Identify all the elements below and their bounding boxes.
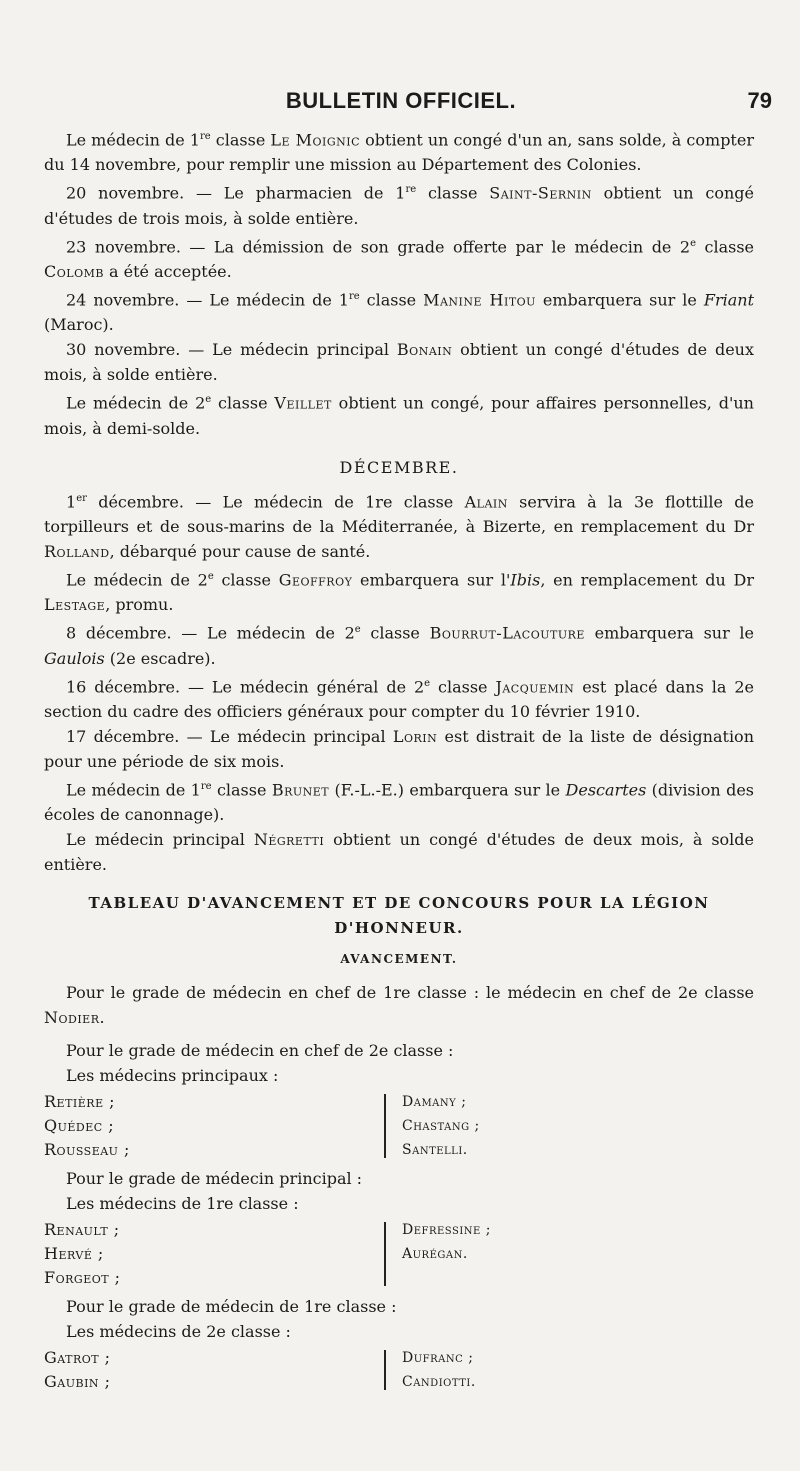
entry-text: embarquera sur l' — [352, 570, 511, 590]
advancement-paragraph-3: Pour le grade de médecin principal : — [66, 1169, 363, 1189]
person-name: Lestage — [44, 595, 106, 615]
entry-text: obtient un congé d'un an, sans solde, à compter du 14 novembre, pour remplir une mission au Département des Colonies. — [44, 130, 754, 175]
entry-text: Le médecin de 1 — [66, 780, 201, 800]
entry-text: , débarqué pour cause de santé. — [109, 541, 371, 561]
section-heading-december: DÉCEMBRE. — [339, 457, 459, 477]
entry-text: Le médecin de 2 — [66, 570, 208, 590]
entry-text: 24 novembre. — Le médecin de 1 — [66, 290, 349, 310]
entry-text: Le médecin principal — [66, 830, 254, 850]
page-header — [30, 84, 772, 120]
entry-paragraph — [44, 671, 754, 724]
listed-name: Santelli. — [402, 1142, 468, 1159]
entry-text: obtient un congé d'études de deux mois, à solde entière. — [44, 340, 754, 385]
entry-text: , promu. — [105, 595, 174, 615]
entry-text: 17 décembre. — Le médecin principal — [66, 726, 393, 746]
listed-name: Hervé ; — [44, 1244, 104, 1264]
listed-name: Gatrot ; — [44, 1348, 111, 1368]
names-list-3 — [44, 1218, 754, 1290]
entry-paragraph — [44, 177, 754, 230]
entry-text: classe — [430, 676, 496, 696]
superscript: e — [207, 570, 214, 582]
entry-text: classe — [696, 236, 754, 256]
entry-paragraph — [44, 564, 754, 617]
person-name: Manine Hitou — [423, 290, 536, 310]
entry-text: (2e escadre). — [104, 648, 216, 668]
entry-text: obtient un congé d'études de deux mois, à solde entière. — [44, 830, 755, 875]
person-name: Bonain — [396, 340, 453, 360]
listed-name: Retière ; — [44, 1092, 116, 1112]
advancement-paragraph-1: Pour le grade de médecin en chef de 1re classe : le médecin en chef de 2e classe Nodier. — [44, 983, 754, 1028]
entry-paragraph — [44, 284, 754, 337]
ship-name: Friant — [703, 290, 754, 310]
entry-paragraph — [44, 827, 754, 877]
entry-text: classe — [360, 623, 430, 643]
entry-text: 8 décembre. — Le médecin de 2 — [66, 623, 355, 643]
entry-text: 23 novembre. — La démission de son grade offerte par le médecin de 2 — [66, 236, 691, 256]
section-heading-tableau: TABLEAU D'AVANCEMENT ET DE CONCOURS POUR LA LÉGION D'HONNEUR. — [88, 894, 710, 938]
person-name: Bourrut-Lacouture — [429, 623, 585, 643]
entry-text: classe — [416, 183, 490, 203]
superscript: e — [205, 394, 212, 406]
person-name: Geoffroy — [278, 570, 353, 590]
superscript: er — [76, 492, 87, 504]
entry-text: classe — [359, 290, 424, 310]
entry-text: embarquera sur le — [584, 623, 755, 643]
entry-text: obtient un congé d'études de trois mois, à solde entière. — [44, 183, 755, 228]
person-name: Lorin — [392, 726, 438, 746]
listed-name: Forgeot ; — [44, 1268, 121, 1288]
running-title: BULLETIN OFFICIEL. — [285, 88, 517, 113]
entry-paragraph — [44, 724, 754, 774]
superscript: re — [200, 780, 212, 792]
ship-name: Gaulois — [44, 648, 105, 668]
person-name: Veillet — [274, 393, 332, 413]
listed-name: Renault ; — [44, 1220, 120, 1240]
advancement-sub-4: Les médecins de 2e classe : — [66, 1322, 291, 1342]
superscript: e — [424, 677, 431, 689]
entry-text: (Maroc). — [44, 315, 114, 335]
entry-paragraph — [44, 231, 754, 284]
listed-name: Gaubin ; — [44, 1372, 111, 1392]
ship-name: Descartes — [565, 780, 647, 800]
entry-paragraph — [44, 774, 754, 827]
listed-name: Chastang ; — [402, 1118, 480, 1135]
person-name: Saint-Sernin — [489, 183, 592, 203]
superscript: re — [199, 131, 211, 142]
names-list-4 — [44, 1346, 754, 1394]
listed-name: Candiotti. — [402, 1374, 476, 1391]
entry-paragraph — [44, 617, 754, 670]
entry-text: (division des écoles de canonnage). — [44, 780, 754, 825]
entry-text: 1 — [66, 491, 77, 511]
person-name: Le Moignic — [270, 130, 361, 150]
listed-name: Quédec ; — [44, 1116, 115, 1136]
entry-text: Le médecin de 2 — [66, 393, 206, 413]
names-list-2 — [44, 1090, 754, 1162]
person-name: Jacquemin — [495, 676, 575, 696]
december-entries — [44, 486, 754, 878]
entry-text: a été acceptée. — [103, 261, 232, 281]
person-name: Brunet — [271, 780, 330, 800]
listed-name: Aurégan. — [402, 1246, 468, 1263]
entry-text: décembre. — Le médecin de 1re classe — [86, 491, 465, 511]
entry-text: classe — [210, 130, 271, 150]
person-name: Négretti — [253, 830, 325, 850]
entry-text: 20 novembre. — Le pharmacien de 1 — [66, 183, 406, 203]
advancement-sub-3: Les médecins de 1re classe : — [66, 1194, 299, 1214]
entry-paragraph — [44, 387, 754, 440]
entry-paragraph — [44, 124, 754, 177]
sub-heading-avancement: AVANCEMENT. — [340, 952, 458, 967]
entry-text: , en remplacement du Dr — [540, 570, 755, 590]
entry-text: obtient un congé, pour affaires personnelles, d'un mois, à demi-solde. — [44, 393, 754, 438]
entry-text: embarquera sur le — [535, 290, 704, 310]
listed-name: Damany ; — [402, 1094, 467, 1111]
listed-name: Dufranc ; — [402, 1350, 474, 1367]
person-name: Rolland — [44, 541, 110, 561]
superscript: e — [354, 624, 361, 636]
entry-paragraph — [44, 337, 754, 387]
entry-text: classe — [211, 393, 275, 413]
advancement-paragraph-4: Pour le grade de médecin de 1re classe : — [66, 1297, 397, 1317]
november-entries — [44, 124, 754, 441]
entry-text: classe — [211, 780, 272, 800]
ship-name: Ibis — [510, 570, 541, 590]
document-body — [44, 124, 754, 1398]
entry-text: servira à la 3e flottille de torpilleurs et de sous-marins de la Méditerranée, à Bizerte, en remplacement du Dr — [44, 491, 754, 536]
listed-name: Rousseau ; — [44, 1140, 130, 1160]
advancement-sub-2: Les médecins principaux : — [66, 1066, 279, 1086]
advancement-paragraph-2: Pour le grade de médecin en chef de 2e classe : — [66, 1041, 454, 1061]
superscript: re — [348, 290, 360, 302]
superscript: re — [405, 184, 417, 196]
entry-text: Le médecin de 1 — [66, 130, 200, 150]
page-number: 79 — [747, 88, 772, 113]
person-name: Colomb — [44, 261, 104, 281]
entry-text: classe — [213, 570, 279, 590]
entry-paragraph — [44, 486, 754, 564]
entry-text: est placé dans la 2e section du cadre des officiers généraux pour compter du 10 février 1910. — [44, 676, 754, 721]
superscript: e — [690, 237, 696, 249]
entry-text: (F.-L.-E.) embarquera sur le — [329, 780, 566, 800]
entry-text: est distrait de la liste de désignation pour une période de six mois. — [44, 726, 754, 771]
entry-text: 16 décembre. — Le médecin général de 2 — [66, 676, 425, 696]
person-name: Alain — [464, 491, 508, 511]
name-nodier: Nodier — [44, 1008, 100, 1028]
entry-text: 30 novembre. — Le médecin principal — [66, 340, 397, 360]
listed-name: Defressine ; — [402, 1222, 491, 1239]
